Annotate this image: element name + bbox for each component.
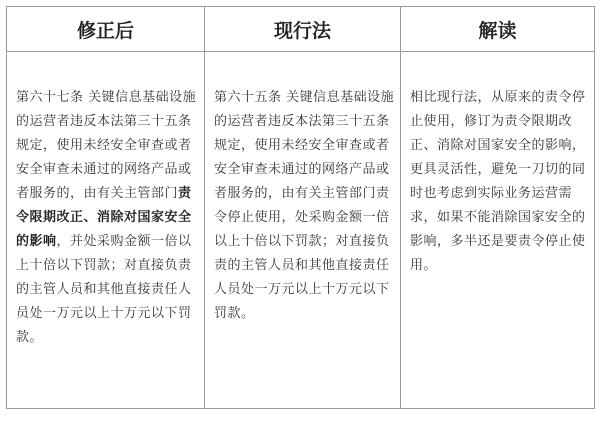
revised-cell	[7, 52, 205, 409]
interpretation-cell	[401, 52, 595, 409]
header-current-law: 现行法	[205, 7, 401, 52]
revised-text-after: ，并处采购金额一倍以上十倍以下罚款；对直接负责的主管人员和其他直接责任人员处一万元以上十万元以下罚款。	[16, 234, 192, 345]
current-law-cell	[205, 52, 401, 409]
interpretation-text: 相比现行法，从原来的责令停止使用，修订为责令限期改正、消除对国家安全的影响，更具灵活性，避免一刀切的同时也考虑到实际业务运营需求，如果不能消除国家安全的影响，多半还是要责令停止使用。	[410, 90, 586, 273]
content-row	[7, 52, 595, 409]
header-interpretation: 解读	[401, 7, 595, 52]
header-row	[7, 7, 595, 52]
comparison-table	[6, 6, 595, 409]
revised-highlight: 责令限期改正、消除对国家安全的影响	[16, 186, 192, 249]
header-revised: 修正后	[7, 7, 205, 52]
revised-text-before: 第六十七条 关键信息基础设施的运营者违反本法第三十五条规定，使用未经安全审查或者安全审查未通过的网络产品或者服务的，由有关主管部门	[16, 90, 197, 201]
current-law-text: 第六十五条 关键信息基础设施的运营者违反本法第三十五条规定，使用未经安全审查或者安全审查未通过的网络产品或者服务的，由有关主管部门责令停止使用，处采购金额一倍以上十倍以下罚款；对直接负责的主管人员和其他直接责任人员处一万元以上十万元以下罚款。	[214, 90, 395, 321]
